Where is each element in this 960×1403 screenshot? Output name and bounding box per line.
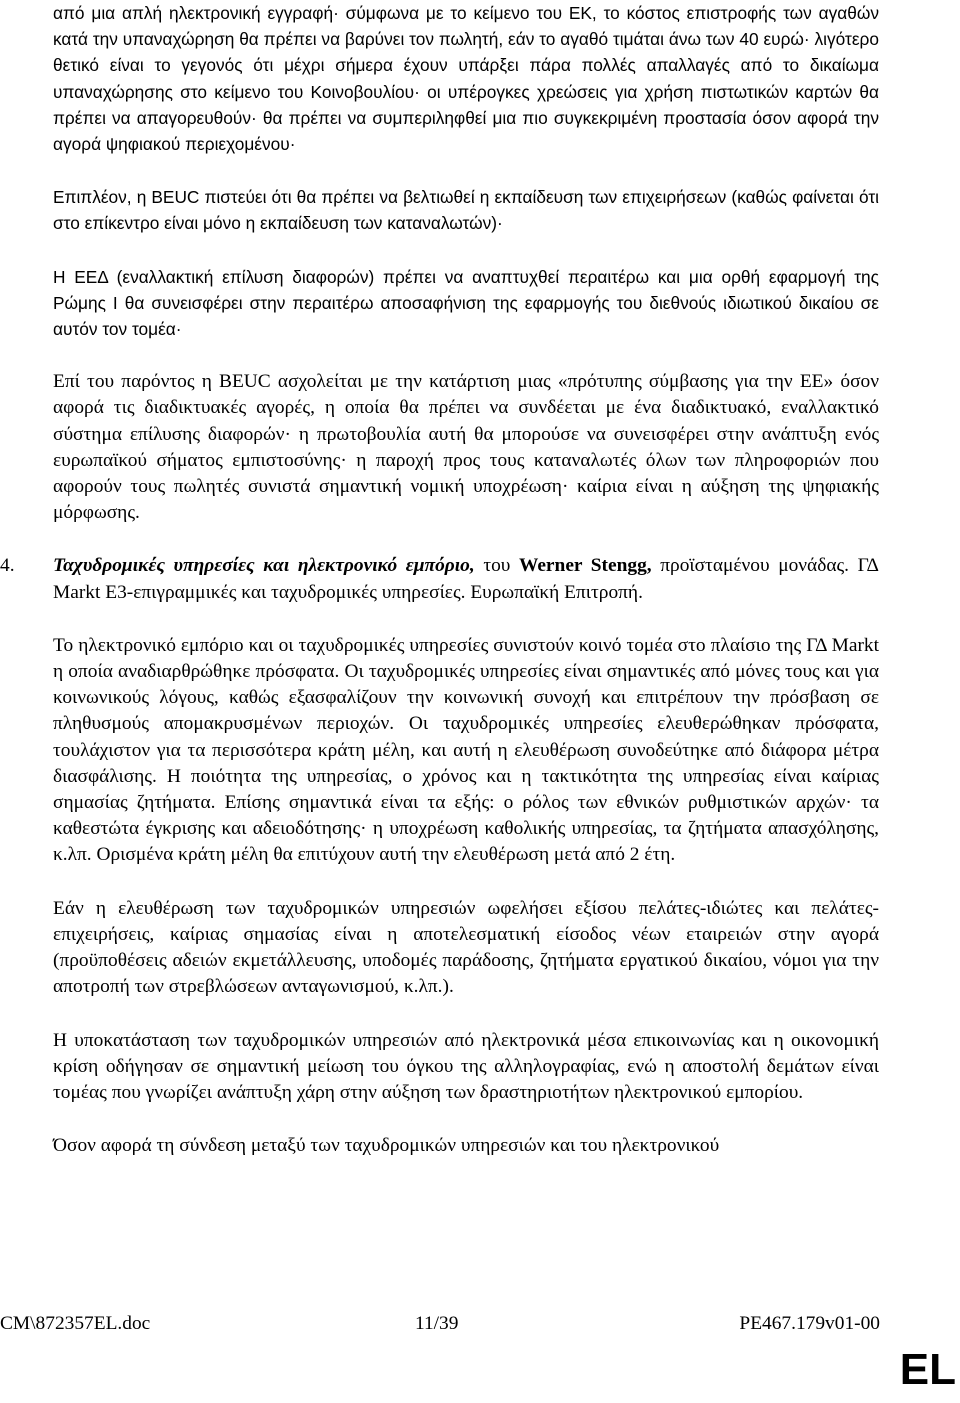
paragraph-liberalisation-benefits: Εάν η ελευθέρωση των ταχυδρομικών υπηρεσιών ωφελήσει εξίσου πελάτες-ιδιώτες και πελάτες-επιχειρήσεις, καίριας σημασίας είναι η αποτελεσματική είσοδος νέων εταιρειών στην αγορά (προϋποθέσεις αδειών εκμετάλλευσης, υποδομές παράδοσης, ζητήματα εργατικού δικαίου, νόμοι για την αποτροπή των στρεβλώσεων ανταγωνισμού, κ.λπ.). (53, 897, 879, 998)
language-code: EL (899, 1345, 956, 1394)
paragraph-business-education: Επιπλέον, η BEUC πιστεύει ότι θα πρέπει να βελτιωθεί η εκπαίδευση των επιχειρήσεων (καθώς φαίνεται ότι στο επίκεντρο είναι μόνο η εκπαίδευση των καταναλωτών)· (53, 187, 879, 234)
page-footer (0, 1313, 880, 1339)
item-by: του (474, 555, 519, 577)
paragraph-model-contract: Επί του παρόντος η BEUC ασχολείται με την κατάρτιση μιας «πρότυπης σύμβασης για την ΕΕ» όσον αφορά τις διαδικτυακές αγορές, η οποία θα πρέπει να συνδέεται με ένα διαδικτυακό, εναλλακτικό σύστημα επίλυσης διαφορών· η πρωτοβουλία αυτή θα μπορούσε να συνεισφέρει στην ανάπτυξη ενός ευρωπαϊκού σήματος εμπιστοσύνης· η παροχή προς τους καταναλωτές όλων των πληροφοριών που αφορούν τους πωλητές συνιστά σημαντική νομική υποχρέωση· καίρια είναι η αύξηση της ψηφιακής μόρφωσης. (53, 371, 879, 524)
item-speaker: Werner Stengg, (519, 555, 652, 577)
paragraph-consumer-rights-continued: από μια απλή ηλεκτρονική εγγραφή· σύμφωνα με το κείμενο του ΕΚ, το κόστος επιστροφής των αγαθών κατά την υπαναχώρηση θα πρέπει να βαρύνει τον πωλητή, εάν το αγαθό τιμάται άνω των 40 ευρώ· λιγότερο θετικό είναι το γεγονός ότι μέχρι σήμερα έχουν υπάρξει πάρα πολλές απαλλαγές από το δικαίωμα υπαναχώρησης στο κείμενο του Κοινοβουλίου· οι υπέρογκες χρεώσεις για χρήση πιστωτικών καρτών θα πρέπει να απαγορευθούν· θα πρέπει να συμπεριληφθεί μια πιο συγκεκριμένη προστασία όσον αφορά την αγορά ψηφιακού περιεχομένου· (53, 3, 879, 155)
paragraph-link-postal-ecommerce: Όσον αφορά τη σύνδεση μεταξύ των ταχυδρομικών υπηρεσιών και του ηλεκτρονικού (53, 1135, 720, 1157)
paragraph-substitution: Η υποκατάσταση των ταχυδρομικών υπηρεσιών από ηλεκτρονικά μέσα επικοινωνίας και η οικονομική κρίση οδήγησαν σε σημαντική μείωση του όγκου της αλληλογραφίας, ενώ η αποστολή δεμάτων είναι τομέας που γνωρίζει ανάπτυξη χάρη στην αύξηση των δραστηριοτήτων ηλεκτρονικού εμπορίου. (53, 1029, 879, 1103)
item-heading (53, 553, 879, 605)
paragraph-adr-rome-i: Η ΕΕΔ (εναλλακτική επίλυση διαφορών) πρέπει να αναπτυχθεί περαιτέρω και μια ορθή εφαρμογή της Ρώμης Ι θα συνεισφέρει στην περαιτέρω αποσαφήνιση της εφαρμογής του διεθνούς ιδιωτικού δικαίου σε αυτόν τον τομέα· (53, 266, 879, 340)
item-title: Ταχυδρομικές υπηρεσίες και ηλεκτρονικό εμπόριο, (53, 555, 475, 577)
footer-doc-ref: CM\872357EL.doc (0, 1313, 151, 1334)
agenda-item-4 (0, 553, 879, 605)
item-number: 4. (0, 555, 15, 577)
item-speaker-role: προϊσταμένου μονάδας. ΓΔ Markt E3-επιγραμμικές και ταχυδρομικές υπηρεσίες. Ευρωπαϊκή Επιτροπή. (53, 555, 879, 603)
footer-pe-ref: PE467.179v01-00 (739, 1313, 880, 1334)
paragraph-postal-ecommerce: Το ηλεκτρονικό εμπόριο και οι ταχυδρομικές υπηρεσίες συνιστούν κοινό τομέα στο πλαίσιο της ΓΔ Markt η οποία αναδιαρθρώθηκε πρόσφατα. Οι ταχυδρομικές υπηρεσίες είναι σημαντικές από μόνες τους και για κοινωνικούς λόγους, καθώς εξασφαλίζουν την κοινωνική συνοχή και επιτρέπουν την πρόσβαση σε πληθυσμούς απομακρυσμένων περιοχών. Οι ταχυδρομικές υπηρεσίες ελευθερώθηκαν πρόσφατα, τουλάχιστον για τα περισσότερα κράτη μέλη, και αυτή η ελευθέρωση συνοδεύτηκε από διάφορα μέτρα διασφάλισης. Η ποιότητα της υπηρεσίας, ο χρόνος και η τακτικότητα της υπηρεσίας είναι καίριας σημασίας ζητήματα. Επίσης σημαντικά είναι τα εξής: ο ρόλος των εθνικών ρυθμιστικών αρχών· τα καθεστώτα έγκρισης και αδειοδότησης· η υποχρέωση καθολικής υπηρεσίας, τα ζητήματα απασχόλησης, κ.λπ. Ορισμένα κράτη μέλη θα επιτύχουν αυτή την ελευθέρωση μετά από 2 έτη. (53, 634, 879, 866)
footer-page-number: 11/39 (415, 1313, 459, 1334)
